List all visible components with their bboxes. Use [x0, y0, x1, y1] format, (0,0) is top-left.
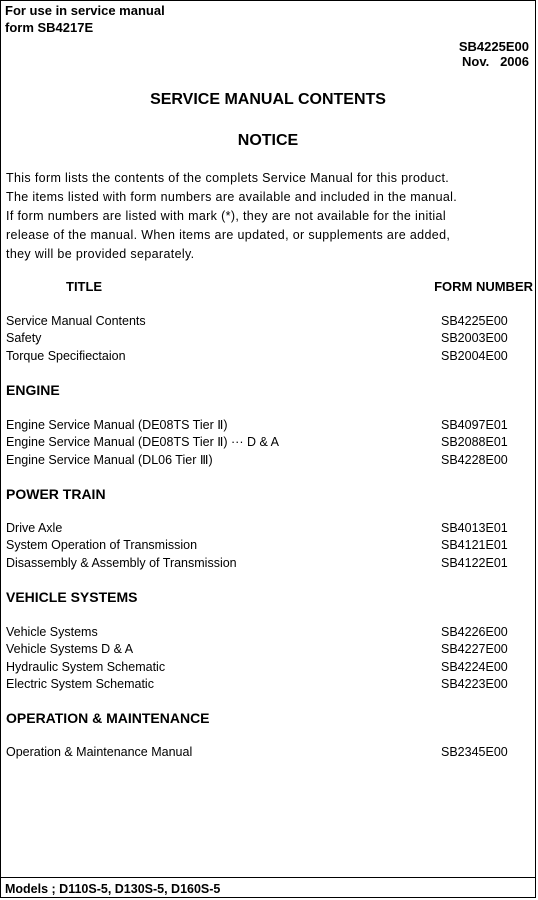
entry-form-number: SB4121E01 — [441, 538, 508, 553]
table-row — [6, 434, 512, 451]
engine-section — [6, 417, 512, 469]
entry-form-number: SB4223E00 — [441, 676, 508, 691]
section-heading-vehicle-systems: VEHICLE SYSTEMS — [6, 589, 138, 605]
notice-heading: NOTICE — [237, 132, 299, 149]
vehicle-systems-section — [6, 624, 512, 693]
entry-form-number: SB4225E00 — [441, 314, 508, 328]
table-row — [6, 744, 512, 761]
entry-title: Hydraulic System Schematic — [6, 659, 166, 674]
column-header-title: TITLE — [66, 279, 103, 294]
entry-title: Service Manual Contents — [6, 314, 146, 328]
entry-form-number: SB2003E00 — [441, 331, 508, 346]
notice-line: they will be provided separately. — [6, 247, 195, 261]
usage-note-line2: form SB4217E — [5, 20, 94, 35]
entry-title: Drive Axle — [6, 521, 63, 535]
section-heading-operation-maintenance: OPERATION & MAINTENANCE — [6, 710, 210, 726]
table-row — [6, 641, 512, 658]
entry-form-number: SB4228E00 — [441, 452, 508, 467]
notice-line: release of the manual. When items are updated, or supplements are added, — [6, 228, 451, 242]
section-heading-power-train: POWER TRAIN — [6, 486, 106, 502]
entry-title: System Operation of Transmission — [6, 538, 198, 553]
general-section — [6, 313, 512, 365]
page-title: SERVICE MANUAL CONTENTS — [150, 91, 386, 108]
entry-title: Torque Specifiectaion — [6, 348, 126, 363]
notice-line: This form lists the contents of the complets Service Manual for this product. — [6, 171, 450, 185]
entry-title: Engine Service Manual (DE08TS Tier Ⅱ) — [6, 418, 228, 432]
entry-form-number: SB4122E01 — [441, 555, 508, 570]
entry-form-number: SB4226E00 — [441, 625, 508, 639]
table-row — [6, 348, 512, 365]
table-row — [6, 313, 512, 330]
notice-line: If form numbers are listed with mark (*), they are not available for the initial — [6, 209, 446, 223]
power-train-section — [6, 520, 512, 572]
entry-form-number: SB4224E00 — [441, 659, 508, 674]
usage-note-line1: For use in service manual — [5, 3, 165, 18]
entry-title: Electric System Schematic — [6, 676, 154, 691]
entry-form-number: SB2345E00 — [441, 745, 508, 759]
document-reference — [459, 39, 529, 69]
entry-title: Safety — [6, 331, 42, 346]
entry-title: Engine Service Manual (DE08TS Tier Ⅱ) ··· D & A — [6, 435, 279, 450]
table-row — [6, 330, 512, 347]
table-row — [6, 417, 512, 434]
usage-note — [5, 2, 165, 36]
table-row — [6, 537, 512, 554]
entry-title: Operation & Maintenance Manual — [6, 745, 193, 759]
table-row — [6, 624, 512, 641]
table-row — [6, 659, 512, 676]
table-row — [6, 520, 512, 537]
entry-title: Engine Service Manual (DL06 Tier Ⅲ) — [6, 452, 213, 467]
table-row — [6, 676, 512, 693]
document-date: Nov. 2006 — [462, 54, 529, 69]
entry-form-number: SB4097E01 — [441, 418, 508, 432]
entry-title: Disassembly & Assembly of Transmission — [6, 555, 237, 570]
entry-form-number: SB4227E00 — [441, 642, 508, 657]
table-row — [6, 555, 512, 572]
document-code: SB4225E00 — [458, 39, 529, 54]
footer-divider — [1, 877, 535, 878]
models-footer: Models ; D110S-5, D130S-5, D160S-5 — [5, 882, 221, 896]
notice-text — [6, 169, 516, 264]
entry-form-number: SB2004E00 — [441, 348, 508, 363]
entry-form-number: SB2088E01 — [441, 435, 508, 450]
section-heading-engine: ENGINE — [6, 382, 60, 398]
entry-title: Vehicle Systems D & A — [6, 642, 134, 657]
entry-title: Vehicle Systems — [6, 625, 98, 639]
notice-line: The items listed with form numbers are available and included in the manual. — [6, 190, 458, 204]
column-header-form-number: FORM NUMBER — [434, 279, 533, 294]
entry-form-number: SB4013E01 — [441, 521, 508, 535]
table-row — [6, 452, 512, 469]
operation-maintenance-section — [6, 744, 512, 761]
